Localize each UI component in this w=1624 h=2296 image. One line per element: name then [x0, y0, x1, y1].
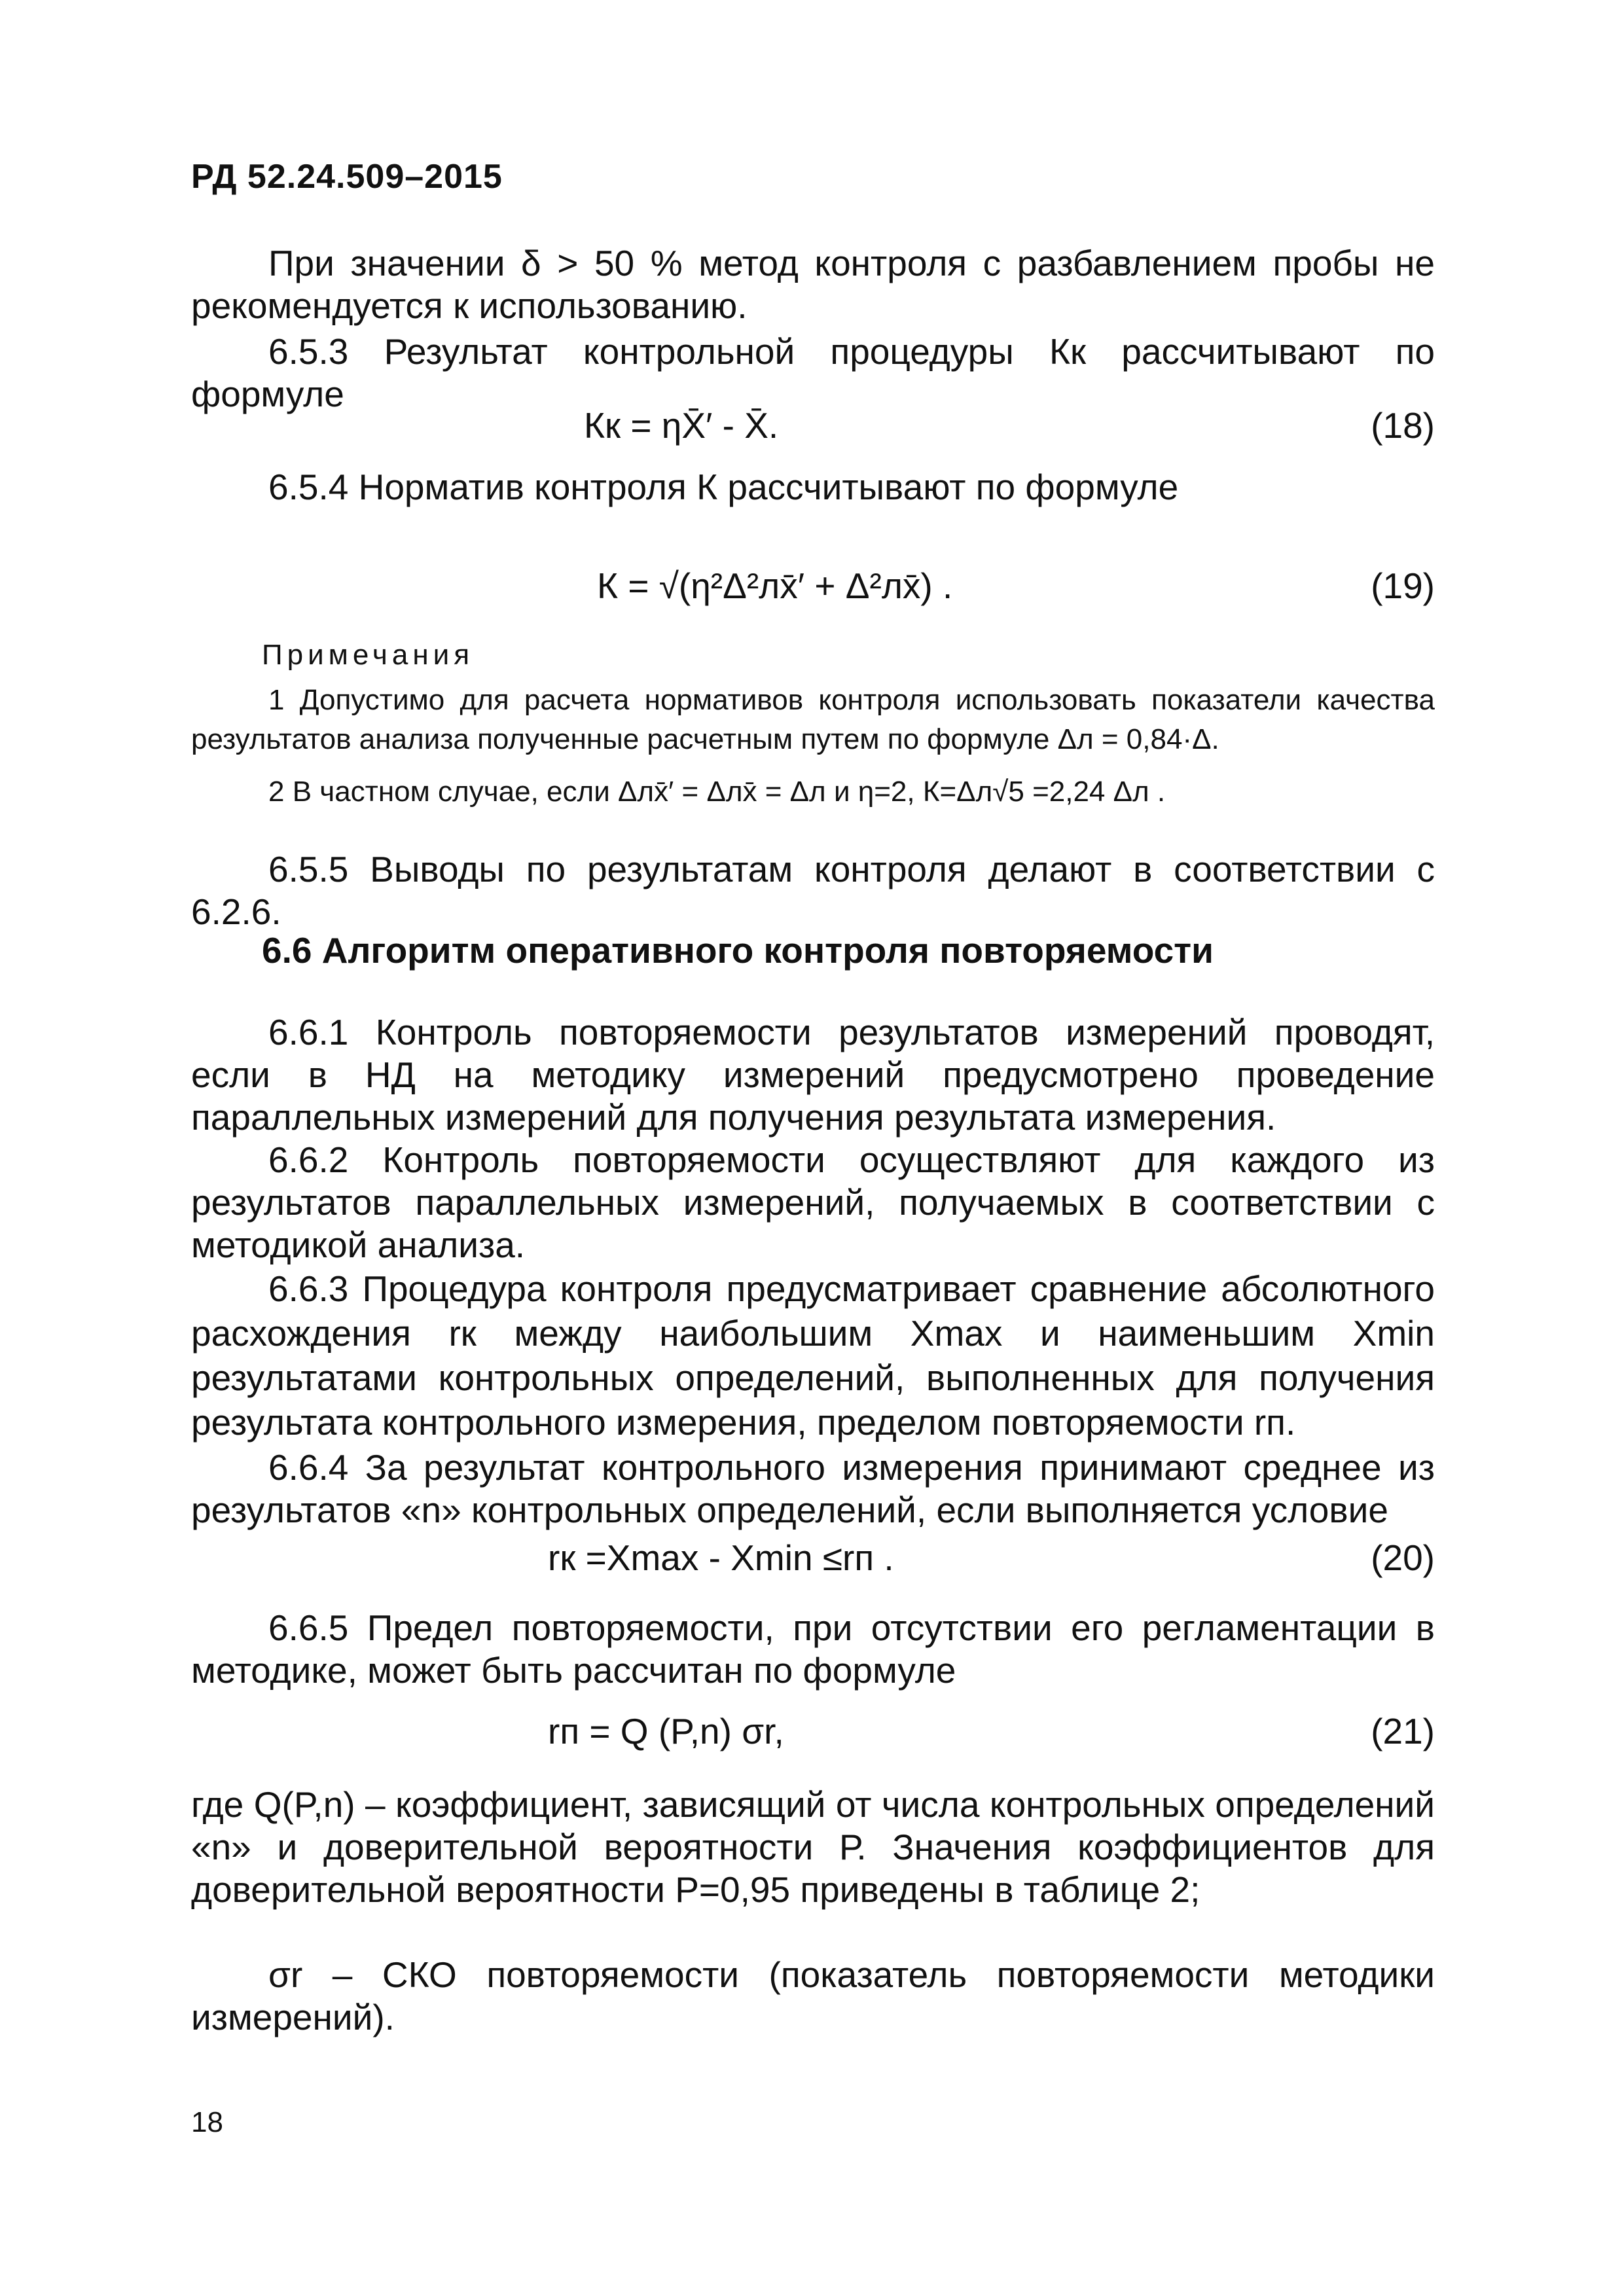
- paragraph-6-5-5-text: 6.5.5 Выводы по результатам контроля делают в соответствии с 6.2.6.: [191, 849, 1435, 932]
- note-1: [191, 681, 1435, 759]
- notes-title: Примечания: [262, 639, 475, 671]
- paragraph-6-6-3-text: 6.6.3 Процедура контроля предусматривает сравнение абсолютного расхождения rк между наибольшим Xmax и наименьшим Xmin результатами контрольных определений, выполненных для получения результата контрольного измерения, пределом повторяемости rп.: [191, 1268, 1435, 1443]
- paragraph-sigma: [191, 1954, 1435, 2039]
- note-1-text: 1 Допустимо для расчета нормативов контроля использовать показатели качества результатов анализа полученные расчетным путем по формуле Δл = 0,84·Δ.: [191, 684, 1435, 755]
- formula-21-expression: rп = Q (P,n) σr,: [548, 1711, 784, 1751]
- paragraph-6-6-5-text: 6.6.5 Предел повторяемости, при отсутствии его регламентации в методике, может быть рассчитан по формуле: [191, 1607, 1435, 1691]
- paragraph-6-5-4: [191, 466, 1435, 509]
- formula-19-number: (19): [1371, 565, 1435, 606]
- paragraph-6-5-3-text: 6.5.3 Результат контрольной процедуры Кк рассчитывают по формуле: [191, 331, 1435, 414]
- paragraph-delta: [191, 242, 1435, 327]
- formula-18-expression: Кк = ηX̄′ - X̄.: [584, 405, 779, 446]
- paragraph-delta-text: При значении δ > 50 % метод контроля с разбавлением пробы не рекомендуется к использованию.: [191, 243, 1435, 326]
- paragraph-6-6-2: [191, 1139, 1435, 1266]
- formula-21-number: (21): [1371, 1711, 1435, 1751]
- formula-18-number: (18): [1371, 405, 1435, 446]
- paragraph-6-5-5: [191, 848, 1435, 933]
- paragraph-where-text: где Q(P,n) – коэффициент, зависящий от числа контрольных определений «n» и доверительной вероятности Р. Значения коэффициентов для доверительной вероятности Р=0,95 приведены в таблице 2;: [191, 1784, 1435, 1910]
- paragraph-where: [191, 1784, 1435, 1911]
- formula-20-number: (20): [1371, 1537, 1435, 1578]
- paragraph-6-5-4-text: 6.5.4 Норматив контроля К рассчитывают по формуле: [268, 467, 1179, 507]
- section-heading: 6.6 Алгоритм оперативного контроля повторяемости: [262, 930, 1214, 971]
- formula-20: [191, 1532, 1435, 1584]
- formula-21: [191, 1705, 1435, 1757]
- formula-20-expression: rк =Xmax - Xmin ≤rп .: [548, 1537, 894, 1578]
- paragraph-6-6-1-text: 6.6.1 Контроль повторяемости результатов измерений проводят, если в НД на методику измерений предусмотрено проведение параллельных измерений для получения результата измерения.: [191, 1012, 1435, 1138]
- note-2-text: 2 В частном случае, если Δлx̄′ = Δлx̄ = Δл и η=2, К=Δл√5 =2,24 Δл .: [268, 776, 1166, 808]
- paragraph-6-6-2-text: 6.6.2 Контроль повторяемости осуществляют для каждого из результатов параллельных измерений, получаемых в соответствии с методикой анализа.: [191, 1139, 1435, 1265]
- note-2: [191, 772, 1435, 812]
- paragraph-6-6-1: [191, 1011, 1435, 1139]
- formula-18: [191, 399, 1435, 452]
- document-header: РД 52.24.509–2015: [191, 158, 503, 196]
- paragraph-sigma-text: σr – СКО повторяемости (показатель повторяемости методики измерений).: [191, 1954, 1435, 2037]
- paragraph-6-6-3: [191, 1266, 1435, 1444]
- page-number: 18: [191, 2106, 223, 2138]
- paragraph-6-6-4: [191, 1446, 1435, 1532]
- paragraph-6-6-4-text: 6.6.4 За результат контрольного измерения принимают среднее из результатов «n» контрольных определений, если выполняется условие: [191, 1447, 1435, 1530]
- paragraph-6-6-5: [191, 1607, 1435, 1692]
- formula-19-expression: К = √(η²Δ²лx̄′ + Δ²лx̄) .: [597, 565, 953, 606]
- formula-19: [191, 560, 1435, 612]
